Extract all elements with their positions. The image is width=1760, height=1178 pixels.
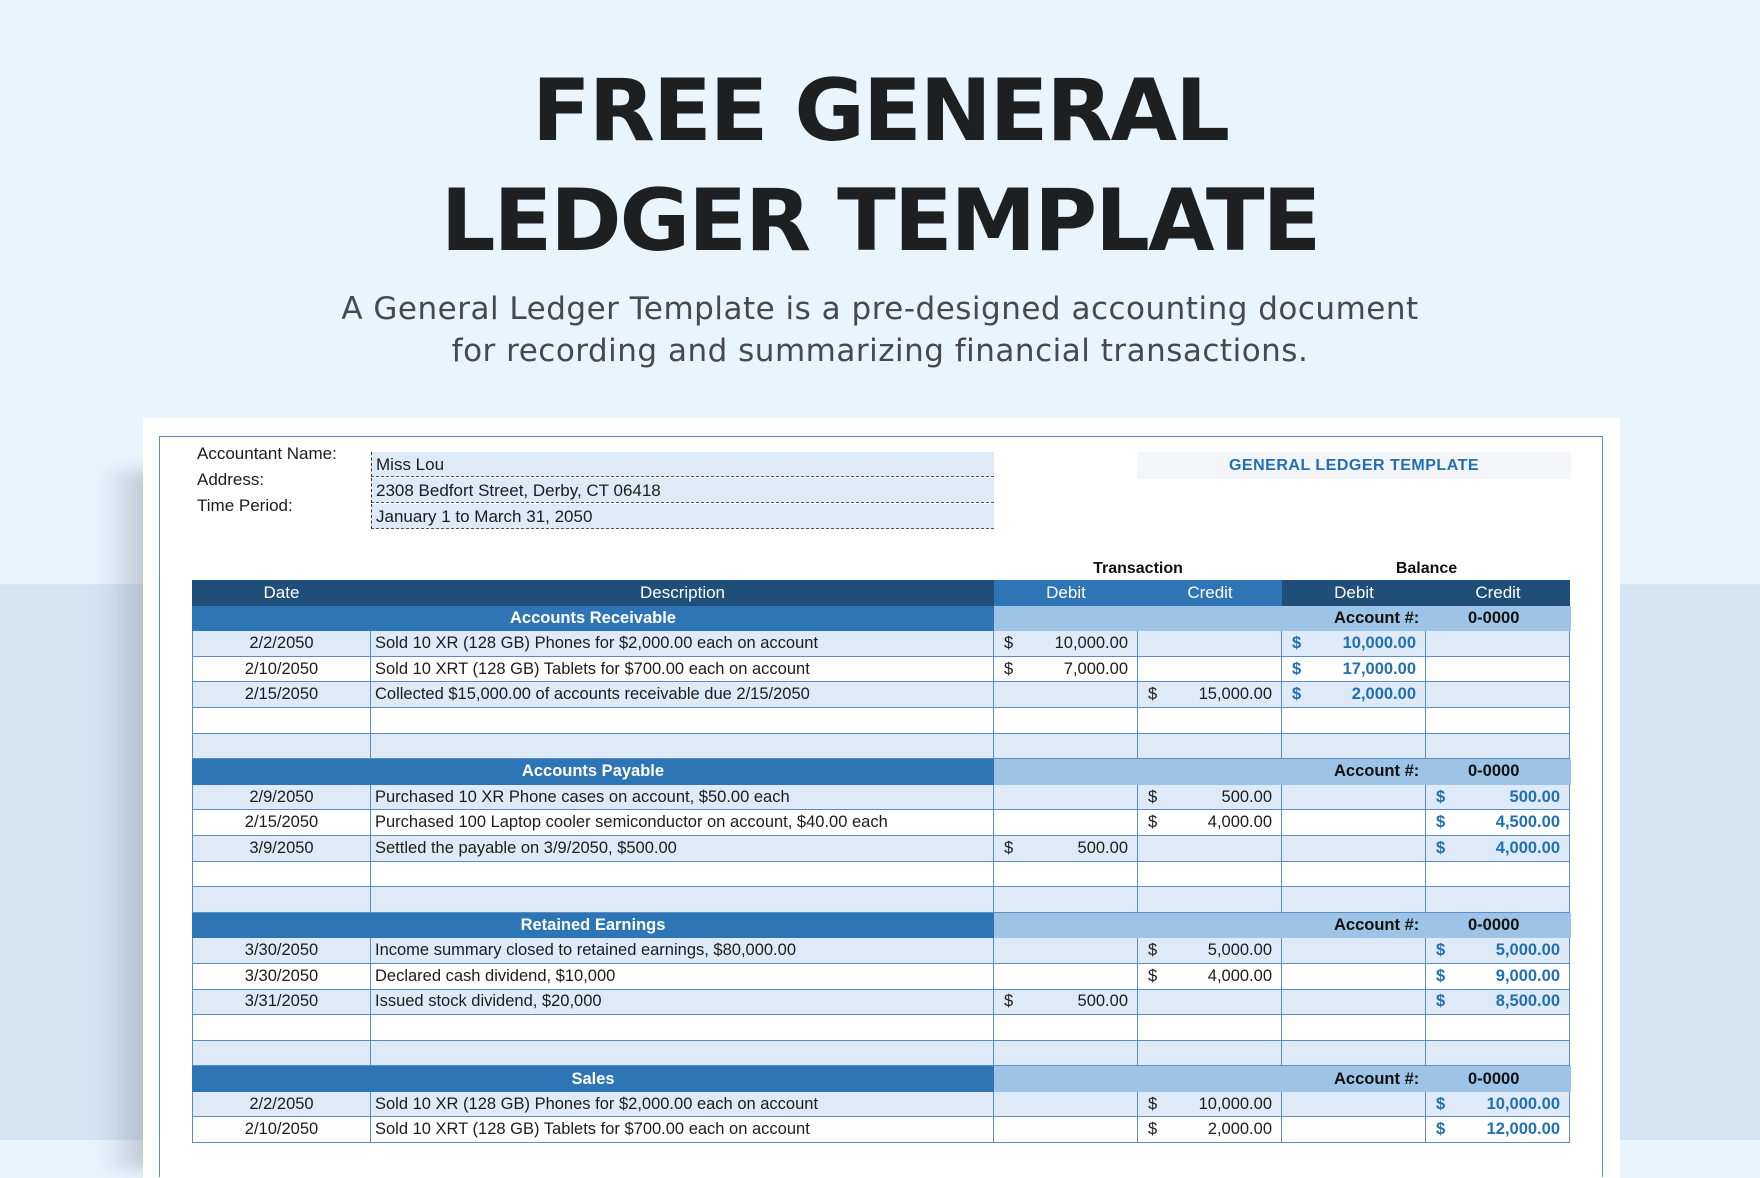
date-cell[interactable]: 2/15/2050 [192,810,371,836]
balance-credit-cell[interactable] [1426,862,1570,888]
transaction-debit-cell[interactable] [994,682,1138,708]
transaction-credit-cell-value: 4,000.00 [1207,966,1272,985]
transaction-credit-cell-value: 5,000.00 [1207,941,1272,960]
section-account-area [994,1066,1571,1092]
balance-credit-cell[interactable] [1426,810,1570,836]
table-row [192,1092,1571,1118]
account-number-label: Account #: [1334,1069,1420,1088]
date-cell[interactable]: 2/10/2050 [192,657,371,683]
date-cell[interactable]: 3/31/2050 [192,990,371,1016]
balance-debit-cell[interactable] [1282,682,1426,708]
balance-group-label: Balance [1395,560,1458,577]
column-header-transaction-debit: Debit [994,580,1138,606]
balance-credit-cell[interactable] [1426,1092,1570,1118]
transaction-credit-cell[interactable] [1138,785,1282,811]
column-header-transaction-credit: Credit [1138,580,1282,606]
balance-debit-cell[interactable] [1282,1092,1426,1118]
balance-credit-cell-value: 4,000.00 [1495,838,1560,857]
accountant-name-field[interactable]: Miss Lou [371,452,994,477]
section-header-row [192,759,1571,785]
currency-symbol: $ [1436,813,1446,832]
currency-symbol: $ [1148,813,1158,832]
description-cell[interactable]: Settled the payable on 3/9/2050, $500.00 [371,836,994,862]
transaction-debit-cell[interactable] [994,1041,1138,1067]
description-cell[interactable]: Declared cash dividend, $10,000 [371,964,994,990]
description-cell[interactable]: Issued stock dividend, $20,000 [371,990,994,1016]
section-header-row [192,1066,1571,1092]
currency-symbol: $ [1004,992,1014,1011]
balance-debit-cell[interactable] [1282,1015,1426,1041]
transaction-credit-cell[interactable] [1138,964,1282,990]
hero-title-line-1: FREE GENERAL [531,61,1229,161]
transaction-debit-cell-value: 500.00 [1077,838,1128,857]
balance-debit-cell[interactable] [1282,1117,1426,1143]
transaction-credit-cell[interactable] [1138,657,1282,683]
table-row [192,836,1571,862]
column-header-balance-debit: Debit [1282,580,1426,606]
table-row [192,964,1571,990]
transaction-credit-cell[interactable] [1138,836,1282,862]
table-header-row [192,580,1571,606]
balance-debit-cell[interactable] [1282,1041,1426,1067]
table-row [192,708,1571,734]
balance-debit-cell[interactable] [1282,887,1426,913]
account-number-label: Account #: [1334,916,1420,935]
transaction-debit-cell[interactable] [994,631,1138,657]
date-cell[interactable]: 2/2/2050 [192,631,371,657]
section-name: Retained Earnings [192,913,994,939]
account-number-value[interactable]: 0-0000 [1468,608,1520,627]
balance-debit-cell[interactable] [1282,657,1426,683]
ledger-table [192,580,1571,1143]
balance-debit-cell-value: 17,000.00 [1342,659,1416,678]
transaction-credit-cell[interactable] [1138,862,1282,888]
currency-symbol: $ [1436,787,1446,806]
transaction-credit-cell[interactable] [1138,734,1282,760]
balance-credit-cell[interactable] [1426,631,1570,657]
table-row [192,1041,1571,1067]
transaction-debit-cell[interactable] [994,1015,1138,1041]
description-cell[interactable] [371,734,994,760]
address-label: Address: [197,470,265,489]
transaction-debit-cell[interactable] [994,862,1138,888]
transaction-debit-cell-value: 10,000.00 [1054,633,1128,652]
date-cell[interactable]: 3/30/2050 [192,938,371,964]
description-cell[interactable]: Sold 10 XR (128 GB) Phones for $2,000.00 each on account [371,1092,994,1118]
currency-symbol: $ [1148,941,1158,960]
description-cell[interactable]: Income summary closed to retained earnings, $80,000.00 [371,938,994,964]
balance-credit-cell[interactable] [1426,785,1570,811]
currency-symbol: $ [1004,838,1014,857]
transaction-credit-cell-value: 10,000.00 [1198,1094,1272,1113]
transaction-debit-cell[interactable] [994,657,1138,683]
transaction-debit-cell[interactable] [994,1092,1138,1118]
balance-debit-cell[interactable] [1282,836,1426,862]
balance-credit-cell[interactable] [1426,887,1570,913]
balance-credit-cell[interactable] [1426,682,1570,708]
balance-credit-cell-value: 10,000.00 [1486,1094,1560,1113]
account-number-value[interactable]: 0-0000 [1468,762,1520,781]
transaction-credit-cell[interactable] [1138,887,1282,913]
balance-credit-cell-value: 8,500.00 [1495,992,1560,1011]
transaction-debit-cell[interactable] [994,836,1138,862]
column-header-date: Date [192,580,371,606]
description-cell[interactable] [371,862,994,888]
currency-symbol: $ [1004,659,1014,678]
transaction-credit-cell[interactable] [1138,1117,1282,1143]
table-row [192,938,1571,964]
currency-symbol: $ [1436,838,1446,857]
table-row [192,862,1571,888]
table-row [192,682,1571,708]
currency-symbol: $ [1148,1120,1158,1139]
balance-debit-cell[interactable] [1282,964,1426,990]
table-row [192,657,1571,683]
table-row [192,631,1571,657]
column-header-balance-credit: Credit [1426,580,1570,606]
date-cell[interactable]: 2/2/2050 [192,1092,371,1118]
section-account-area [994,759,1571,785]
currency-symbol: $ [1148,966,1158,985]
time-period-field[interactable]: January 1 to March 31, 2050 [371,504,994,529]
description-cell[interactable]: Purchased 100 Laptop cooler semiconductor on account, $40.00 each [371,810,994,836]
balance-credit-cell[interactable] [1426,1041,1570,1067]
currency-symbol: $ [1436,1094,1446,1113]
description-cell[interactable] [371,708,994,734]
transaction-debit-cell[interactable] [994,990,1138,1016]
balance-credit-cell[interactable] [1426,734,1570,760]
table-row [192,887,1571,913]
transaction-debit-cell[interactable] [994,1117,1138,1143]
transaction-credit-cell[interactable] [1138,1092,1282,1118]
balance-credit-cell[interactable] [1426,964,1570,990]
date-cell[interactable] [192,862,371,888]
balance-credit-cell[interactable] [1426,836,1570,862]
account-number-label: Account #: [1334,762,1420,781]
balance-credit-cell[interactable] [1426,708,1570,734]
balance-debit-cell[interactable] [1282,990,1426,1016]
balance-credit-cell-value: 12,000.00 [1486,1120,1560,1139]
currency-symbol: $ [1436,966,1446,985]
currency-symbol: $ [1292,659,1302,678]
description-cell[interactable]: Sold 10 XRT (128 GB) Tablets for $700.00 each on account [371,1117,994,1143]
transaction-credit-cell-value: 4,000.00 [1207,813,1272,832]
table-row [192,734,1571,760]
balance-credit-cell-value: 5,000.00 [1495,941,1560,960]
balance-credit-cell-value: 9,000.00 [1495,966,1560,985]
transaction-credit-cell[interactable] [1138,1015,1282,1041]
currency-symbol: $ [1148,1094,1158,1113]
balance-credit-cell[interactable] [1426,938,1570,964]
transaction-credit-cell[interactable] [1138,990,1282,1016]
currency-symbol: $ [1148,787,1158,806]
hero-title-line-2: LEDGER TEMPLATE [440,171,1320,271]
table-row [192,990,1571,1016]
transaction-debit-cell[interactable] [994,810,1138,836]
transaction-credit-cell[interactable] [1138,1041,1282,1067]
transaction-debit-cell[interactable] [994,734,1138,760]
transaction-debit-cell[interactable] [994,964,1138,990]
currency-symbol: $ [1148,685,1158,704]
transaction-debit-cell[interactable] [994,708,1138,734]
balance-credit-cell-value: 4,500.00 [1495,813,1560,832]
transaction-credit-cell-value: 500.00 [1221,787,1272,806]
description-cell[interactable] [371,1015,994,1041]
balance-credit-cell[interactable] [1426,657,1570,683]
balance-debit-cell-value: 10,000.00 [1342,633,1416,652]
balance-debit-cell[interactable] [1282,862,1426,888]
section-name: Sales [192,1066,994,1092]
currency-symbol: $ [1436,941,1446,960]
description-cell[interactable] [371,887,994,913]
table-row [192,810,1571,836]
date-cell[interactable] [192,708,371,734]
balance-credit-cell[interactable] [1426,1015,1570,1041]
currency-symbol: $ [1436,992,1446,1011]
date-cell[interactable] [192,887,371,913]
transaction-debit-cell-value: 7,000.00 [1063,659,1128,678]
column-header-description: Description [371,580,994,606]
time-period-label: Time Period: [197,496,293,515]
date-cell[interactable]: 3/9/2050 [192,836,371,862]
description-cell[interactable]: Purchased 10 XR Phone cases on account, $50.00 each [371,785,994,811]
transaction-credit-cell[interactable] [1138,682,1282,708]
balance-debit-cell[interactable] [1282,631,1426,657]
transaction-credit-cell-value: 2,000.00 [1207,1120,1272,1139]
date-cell[interactable] [192,734,371,760]
table-row [192,1117,1571,1143]
hero-subtitle-line-2: for recording and summarizing financial transactions. [451,333,1309,369]
table-row [192,1015,1571,1041]
date-cell[interactable]: 2/15/2050 [192,682,371,708]
transaction-debit-cell[interactable] [994,785,1138,811]
document-title: GENERAL LEDGER TEMPLATE [1137,452,1571,479]
section-name: Accounts Payable [192,759,994,785]
account-number-label: Account #: [1334,608,1420,627]
hero-subtitle-line-1: A General Ledger Template is a pre-designed accounting document [341,291,1419,327]
transaction-debit-cell[interactable] [994,887,1138,913]
transaction-group-label: Transaction [1093,560,1183,577]
currency-symbol: $ [1292,685,1302,704]
balance-debit-cell[interactable] [1282,708,1426,734]
date-cell[interactable] [192,1015,371,1041]
currency-symbol: $ [1292,633,1302,652]
date-cell[interactable]: 2/10/2050 [192,1117,371,1143]
section-account-area [994,913,1571,939]
currency-symbol: $ [1436,1120,1446,1139]
address-field[interactable]: 2308 Bedfort Street, Derby, CT 06418 [371,478,994,503]
date-cell[interactable]: 2/9/2050 [192,785,371,811]
description-cell[interactable]: Sold 10 XRT (128 GB) Tablets for $700.00 each on account [371,657,994,683]
transaction-credit-cell[interactable] [1138,938,1282,964]
transaction-debit-cell[interactable] [994,938,1138,964]
description-cell[interactable] [371,1041,994,1067]
balance-debit-cell[interactable] [1282,938,1426,964]
table-row [192,785,1571,811]
currency-symbol: $ [1004,633,1014,652]
date-cell[interactable]: 3/30/2050 [192,964,371,990]
transaction-debit-cell-value: 500.00 [1077,992,1128,1011]
section-name: Accounts Receivable [192,606,994,632]
description-cell[interactable]: Collected $15,000.00 of accounts receivable due 2/15/2050 [371,682,994,708]
transaction-credit-cell[interactable] [1138,631,1282,657]
description-cell[interactable]: Sold 10 XR (128 GB) Phones for $2,000.00 each on account [371,631,994,657]
accountant-name-label: Accountant Name: [197,444,337,463]
balance-debit-cell[interactable] [1282,810,1426,836]
balance-credit-cell[interactable] [1426,1117,1570,1143]
section-account-area [994,606,1571,632]
balance-credit-cell[interactable] [1426,990,1570,1016]
account-number-value[interactable]: 0-0000 [1468,1069,1520,1088]
section-header-row [192,606,1571,632]
balance-debit-cell-value: 2,000.00 [1351,685,1416,704]
transaction-credit-cell-value: 15,000.00 [1198,685,1272,704]
section-header-row [192,913,1571,939]
balance-debit-cell[interactable] [1282,785,1426,811]
transaction-credit-cell[interactable] [1138,708,1282,734]
date-cell[interactable] [192,1041,371,1067]
balance-debit-cell[interactable] [1282,734,1426,760]
balance-credit-cell-value: 500.00 [1509,787,1560,806]
account-number-value[interactable]: 0-0000 [1468,916,1520,935]
transaction-credit-cell[interactable] [1138,810,1282,836]
